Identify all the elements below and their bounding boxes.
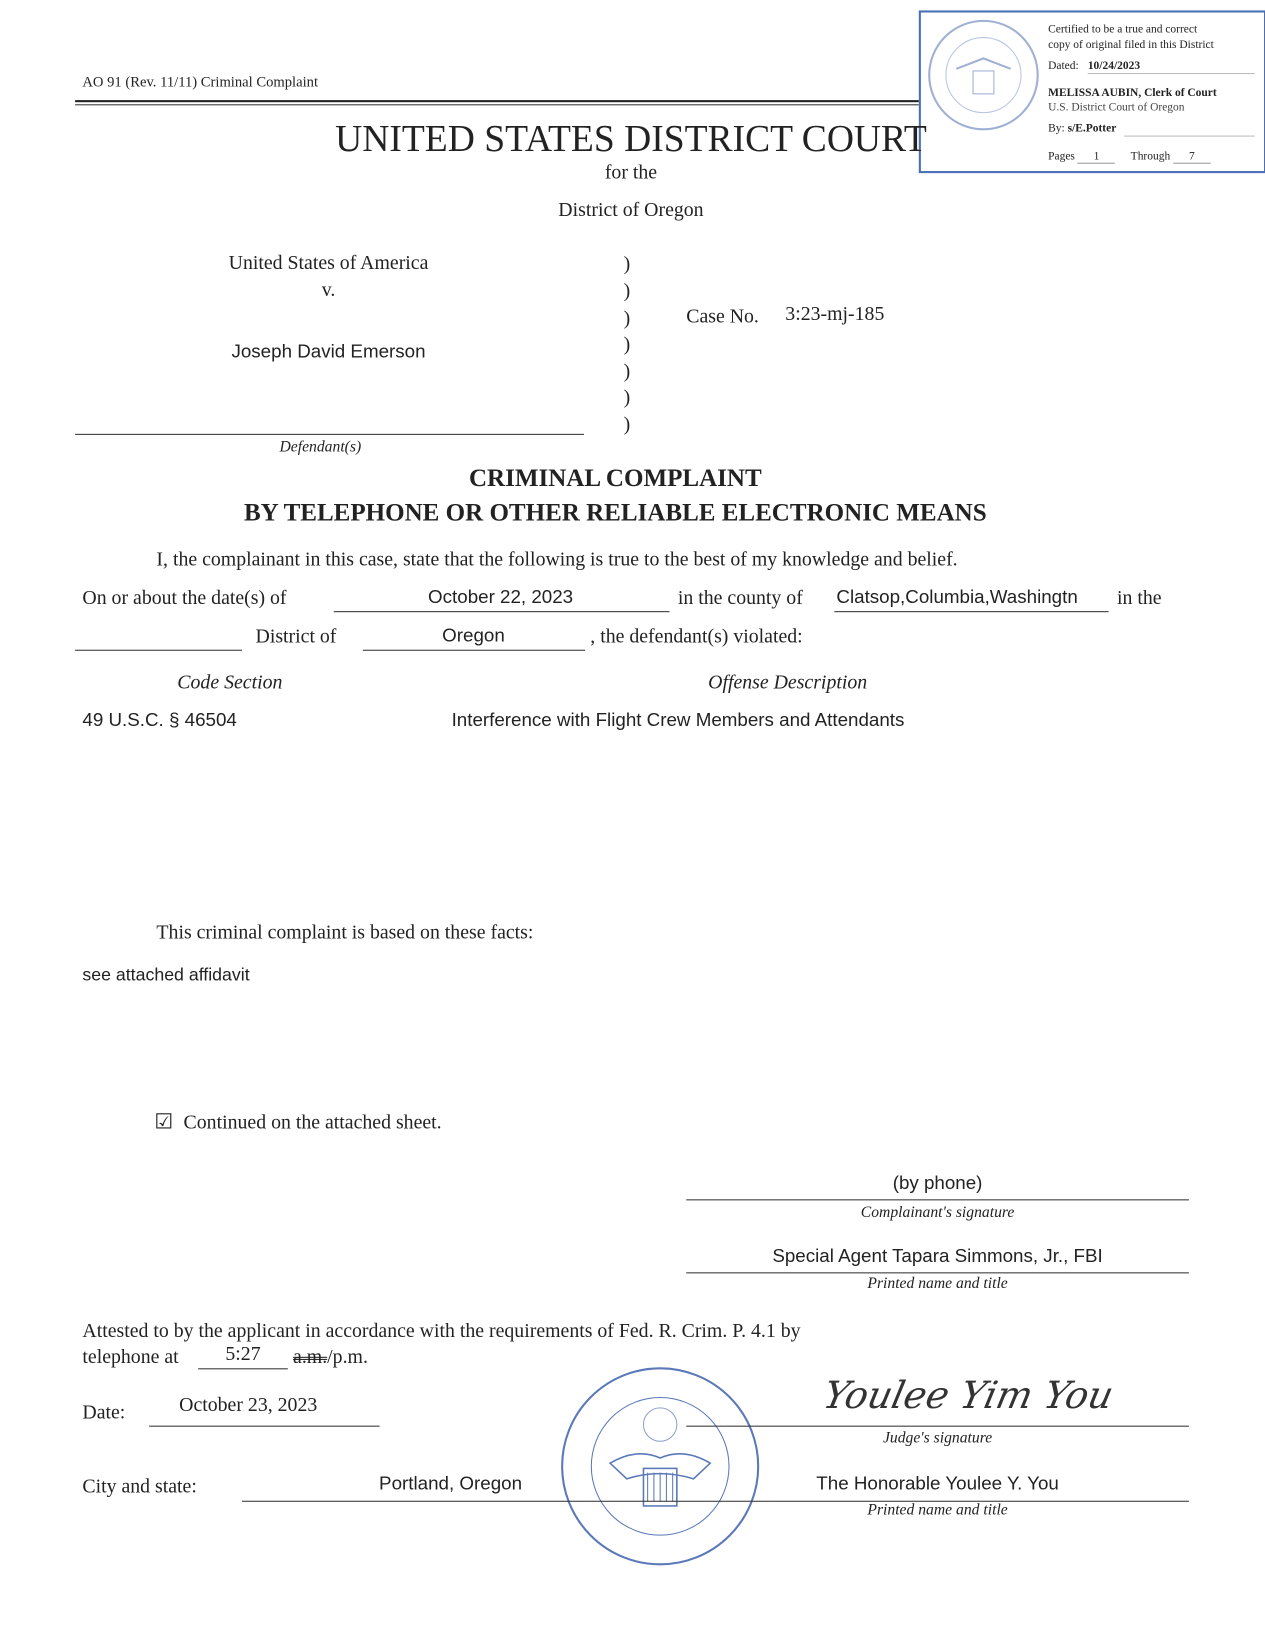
cert-line2: copy of original filed in this District (1048, 38, 1214, 52)
defendant: Joseph David Emerson (231, 341, 426, 362)
date-label: Date: (82, 1401, 126, 1424)
county-label: in the county of (677, 587, 803, 610)
cert-by: s/E.Potter (1067, 122, 1117, 135)
facts-label: This criminal complaint is based on these facts: (156, 921, 534, 944)
heading-line2: BY TELEPHONE OR OTHER RELIABLE ELECTRONIC MEANS (243, 499, 987, 527)
cert-date: 10/24/2023 (1087, 59, 1141, 72)
attestation-line1: Attested to by the applicant in accordance with the requirements of Fed. R. Crim. P. 4.1 by (82, 1320, 801, 1343)
defendant-line (75, 434, 584, 435)
date-value: October 23, 2023 (179, 1394, 318, 1417)
offense-description: Interference with Flight Crew Members and Attendants (451, 709, 905, 731)
judge-name: The Honorable Youlee Y. You (816, 1472, 1059, 1494)
dated-label: Dated: (1048, 59, 1079, 72)
cert-clerk: MELISSA AUBIN, Clerk of Court (1048, 86, 1217, 100)
district-name: District of Oregon (558, 199, 704, 222)
telephone-at: telephone at (82, 1346, 179, 1369)
cert-court: U.S. District Court of Oregon (1048, 101, 1185, 114)
district-label: District of (255, 625, 337, 648)
complaint-page: AO 91 (Rev. 11/11) Criminal Complaint Certified to be a true and correct copy of original filed in this District Dated: 10/24/2023 MELISSA AUBIN, Clerk of Court U.S. District Court of Oregon By: s/E.Potter Pages 1 Through 7 UNITED STATES DISTRICT COURT for the District of Oregon United States of America v. Joseph David Emerson Defendant(s) ) ) ) ) ) ) ) Case No. 3:23-mj-185 CRIMINAL COMPLAINT BY TELEPHONE OR OTHER RELIABLE ELECTRONIC MEANS I, the complainant in this case, state that the following is true to the best of my knowledge and belief. On or about the date(s) of October 22, 2023 in the county of Clatsop,Columbia,Washingtn in the District of Oregon , the defendant(s) violated: Code Section Offense Description 49 U.S.C. § 46504 Interference with Flight Crew Members and Attendants This criminal complaint is based on these facts: see attached affidavit ☑ Continued on the attached sheet. (by phone) Complainant's signature Special Agent Tapara Simmons, Jr., FBI Printed name and title Attested to by the applicant in accordance with the requirements of Fed. R. Crim. P. 4.1 by telephone at 5:27 a.m./p.m. Date: October 23, 2023 Youlee Yim You Judge's signature City and state: Portland, Oregon The Honorable Youlee Y. You Printed name and title (0, 0, 1265, 1638)
code-section-header: Code Section (177, 671, 283, 694)
for-the: for the (604, 161, 658, 184)
continued-label: Continued on the attached sheet. (183, 1111, 442, 1134)
judge-signature: Youlee Yim You (819, 1374, 1118, 1418)
plaintiff: United States of America (228, 252, 429, 275)
complainant-name-label: Printed name and title (867, 1275, 1008, 1293)
date-prefix: On or about the date(s) of (82, 587, 287, 610)
form-id: AO 91 (Rev. 11/11) Criminal Complaint (82, 75, 319, 91)
pages-from: 1 (1078, 150, 1116, 164)
complainant-signature: (by phone) (892, 1172, 983, 1194)
through-label: Through (1130, 150, 1171, 163)
pages-to: 7 (1173, 150, 1211, 164)
court-seal-icon (558, 1364, 762, 1568)
code-section: 49 U.S.C. § 46504 (82, 709, 237, 731)
judge-name-label: Printed name and title (867, 1501, 1008, 1519)
violated-text: , the defendant(s) violated: (590, 625, 803, 648)
versus: v. (321, 279, 336, 302)
case-number: 3:23-mj-185 (785, 303, 885, 326)
heading-line1: CRIMINAL COMPLAINT (468, 465, 762, 493)
offense-date: October 22, 2023 (428, 586, 574, 607)
court-title: UNITED STATES DISTRICT COURT (335, 117, 927, 160)
attestation-time: 5:27 (225, 1343, 261, 1366)
case-no-label: Case No. (686, 305, 759, 328)
complainant-signature-label: Complainant's signature (860, 1204, 1015, 1222)
am-struck: a.m. (293, 1346, 328, 1369)
facts: see attached affidavit (82, 964, 250, 985)
certification-stamp (919, 10, 1265, 173)
pm-suffix: /p.m. (327, 1346, 368, 1369)
cert-line1: Certified to be a true and correct (1048, 22, 1198, 36)
by-label: By: (1048, 122, 1065, 135)
offense-description-header: Offense Description (708, 671, 868, 694)
pages-label: Pages (1048, 150, 1075, 163)
county: Clatsop,Columbia,Washingtn (836, 586, 1078, 607)
city-label: City and state: (82, 1475, 197, 1498)
defendant-label: Defendant(s) (279, 439, 362, 456)
statement: I, the complainant in this case, state that the following is true to the best of my knowledge and belief. (156, 548, 958, 571)
judge-signature-label: Judge's signature (882, 1429, 993, 1447)
attestation-line2 (82, 1346, 178, 1369)
complainant-name: Special Agent Tapara Simmons, Jr., FBI (772, 1245, 1103, 1267)
continued-checkbox[interactable]: ☑ (154, 1110, 174, 1134)
city-value: Portland, Oregon (379, 1472, 523, 1494)
district-value: Oregon (442, 624, 505, 646)
in-the: in the (1116, 587, 1162, 610)
